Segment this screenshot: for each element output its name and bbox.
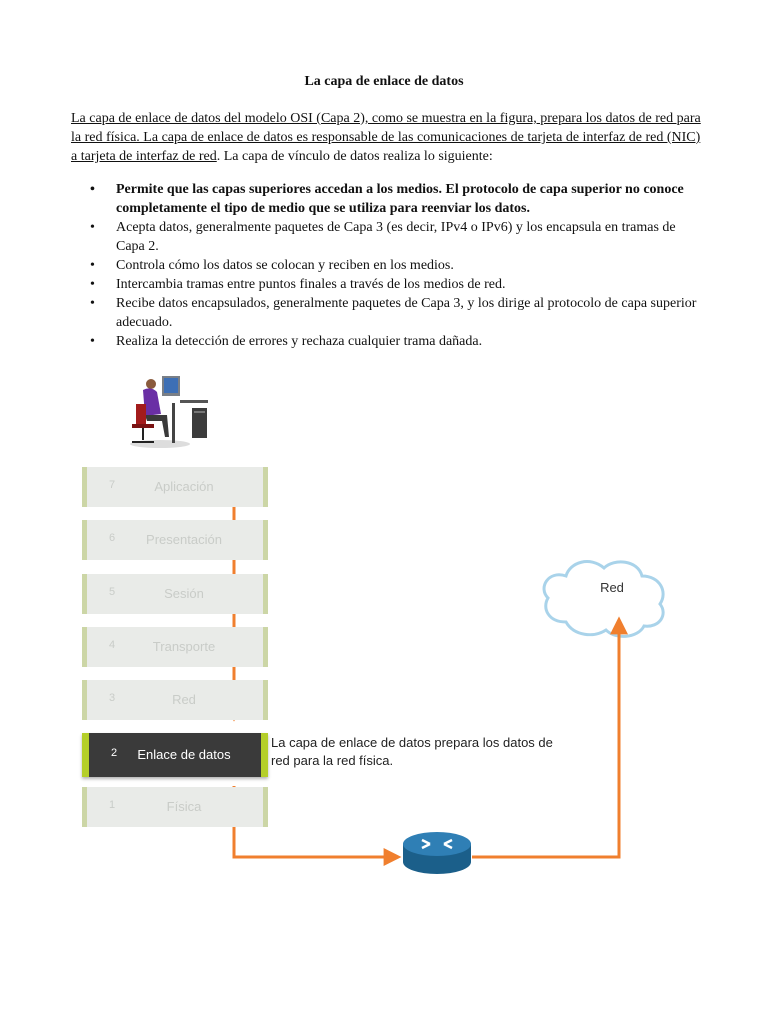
network-cloud-icon xyxy=(544,562,663,637)
figure-caption: La capa de enlace de datos prepara los datos de red para la red física. xyxy=(271,735,553,768)
osi-layer-7: 7 Aplicación xyxy=(82,467,268,507)
user-computer-icon xyxy=(130,376,208,448)
osi-layer-4: 4 Transporte xyxy=(82,627,268,667)
bullet-item: • Acepta datos, generalmente paquetes de Capa 3 (es decir, IPv4 o IPv6) y los encapsula en tramas de Capa 2. xyxy=(90,220,676,254)
intro-paragraph xyxy=(71,109,701,166)
osi-layer-1: 1 Física xyxy=(82,787,268,827)
bullet-item: • Recibe datos encapsulados, generalmente paquetes de Capa 3, y los dirige al protocolo de capa superior adecuado. xyxy=(90,296,697,330)
osi-layer-6: 6 Presentación xyxy=(82,520,268,560)
bullet-item: • Controla cómo los datos se colocan y reciben en los medios. xyxy=(90,258,454,273)
router-icon xyxy=(403,832,471,874)
intro-underlined-text: La capa de enlace de datos del modelo OSI (Capa 2), como se muestra en la figura, prepara los datos de red para la red física. La capa de enlace de datos es responsable de las comunicaciones de tarjeta de interfaz de red (NIC) a tarjeta de interfaz de red xyxy=(71,111,701,164)
bullet-list xyxy=(90,180,700,351)
osi-layer-5: 5 Sesión xyxy=(82,574,268,614)
osi-figure xyxy=(0,360,768,900)
intro-rest-text: . La capa de vínculo de datos realiza lo siguiente: xyxy=(216,149,493,164)
bullet-item: • Realiza la detección de errores y rechaza cualquier trama dañada. xyxy=(90,334,483,349)
osi-layer-2-active: 2 Enlace de datos xyxy=(82,733,268,777)
cloud-label: Red xyxy=(600,580,624,595)
bullet-item: • Intercambia tramas entre puntos finales a través de los medios de red. xyxy=(90,277,506,292)
bullet-item: • Permite que las capas superiores accedan a los medios. El protocolo de capa superior no conoce completamente el tipo de medio que se utiliza para reenviar los datos. xyxy=(90,182,684,216)
document-title: La capa de enlace de datos xyxy=(304,74,464,89)
osi-layer-3: 3 Red xyxy=(82,680,268,720)
